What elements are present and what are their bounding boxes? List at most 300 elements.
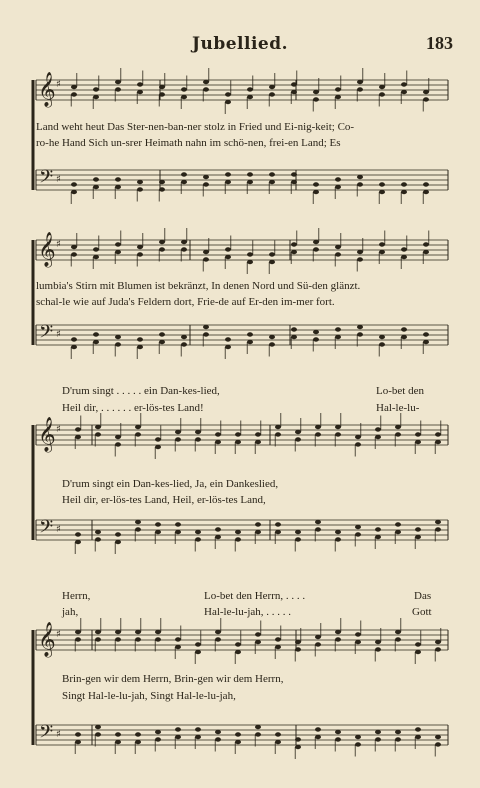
note-head — [181, 247, 187, 251]
note-head — [247, 260, 253, 264]
key-signature-sharp: ♯ — [56, 729, 61, 740]
note-head — [215, 432, 221, 436]
treble-clef: 𝄞 — [38, 622, 56, 657]
note-head — [175, 430, 181, 434]
note-head — [225, 100, 231, 104]
note-head — [357, 175, 363, 179]
note-head — [71, 337, 77, 341]
note-head — [71, 245, 77, 249]
note-head — [335, 185, 341, 189]
note-head — [435, 735, 441, 739]
note-head — [247, 340, 253, 344]
note-head — [255, 432, 261, 436]
note-head — [435, 527, 441, 531]
note-head — [355, 742, 361, 746]
note-head — [335, 530, 341, 534]
note-head — [379, 242, 385, 246]
note-head — [315, 642, 321, 646]
note-head — [175, 735, 181, 739]
lyric-line: Singt Hal-le-lu-jah, Singt Hal-le-lu-jah, — [62, 690, 236, 702]
note-head — [215, 535, 221, 539]
note-head — [313, 90, 319, 94]
note-head — [181, 180, 187, 184]
note-head — [335, 335, 341, 339]
note-head — [135, 425, 141, 429]
note-head — [291, 250, 297, 254]
note-head — [415, 735, 421, 739]
lyric-line: Hal-le-lu-jah, . . . . . — [204, 606, 292, 618]
note-head — [155, 630, 161, 634]
note-head — [295, 745, 301, 749]
note-head — [225, 172, 231, 176]
note-head — [93, 95, 99, 99]
note-head — [275, 530, 281, 534]
note-head — [401, 335, 407, 339]
note-head — [335, 87, 341, 91]
note-head — [355, 442, 361, 446]
note-head — [203, 87, 209, 91]
note-head — [95, 637, 101, 641]
note-head — [275, 740, 281, 744]
note-head — [93, 255, 99, 259]
note-head — [235, 440, 241, 444]
note-head — [269, 92, 275, 96]
note-head — [291, 327, 297, 331]
note-head — [235, 740, 241, 744]
note-head — [435, 647, 441, 651]
note-head — [93, 185, 99, 189]
note-head — [135, 740, 141, 744]
note-head — [423, 332, 429, 336]
lyric-line: Heil dir, er-lös-tes Land, Heil, er-lös-tes Land, — [62, 494, 266, 506]
note-head — [295, 530, 301, 534]
note-head — [295, 640, 301, 644]
note-head — [395, 630, 401, 634]
note-head — [315, 635, 321, 639]
note-head — [195, 537, 201, 541]
note-head — [235, 537, 241, 541]
note-head — [75, 427, 81, 431]
note-head — [313, 337, 319, 341]
note-head — [423, 190, 429, 194]
note-head — [75, 435, 81, 439]
note-head — [335, 637, 341, 641]
note-head — [335, 245, 341, 249]
note-head — [269, 252, 275, 256]
note-head — [115, 185, 121, 189]
note-head — [215, 527, 221, 531]
note-head — [275, 432, 281, 436]
note-head — [115, 335, 121, 339]
note-head — [269, 180, 275, 184]
note-head — [379, 250, 385, 254]
note-head — [235, 530, 241, 534]
note-head — [115, 80, 121, 84]
lyric-line: Herrn, — [62, 590, 91, 602]
note-head — [181, 95, 187, 99]
note-head — [401, 182, 407, 186]
lyric-line: D'rum singt ein Dan-kes-lied, Ja, ein Dankeslied, — [62, 478, 279, 490]
note-head — [295, 437, 301, 441]
note-head — [415, 727, 421, 731]
note-head — [235, 732, 241, 736]
note-head — [95, 537, 101, 541]
bass-clef: 𝄢 — [39, 167, 54, 192]
note-head — [247, 172, 253, 176]
note-head — [247, 180, 253, 184]
note-head — [195, 437, 201, 441]
note-head — [401, 327, 407, 331]
note-head — [175, 522, 181, 526]
note-head — [379, 85, 385, 89]
note-head — [159, 92, 165, 96]
note-head — [137, 245, 143, 249]
note-head — [255, 522, 261, 526]
note-head — [275, 645, 281, 649]
note-head — [93, 177, 99, 181]
note-head — [155, 445, 161, 449]
note-head — [255, 725, 261, 729]
note-head — [135, 630, 141, 634]
note-head — [225, 92, 231, 96]
note-head — [315, 520, 321, 524]
lyric-line: Hal-le-lu- — [376, 402, 420, 414]
note-head — [255, 440, 261, 444]
note-head — [315, 527, 321, 531]
note-head — [401, 247, 407, 251]
note-head — [401, 255, 407, 259]
note-head — [115, 442, 121, 446]
note-head — [255, 732, 261, 736]
note-head — [335, 252, 341, 256]
note-head — [159, 240, 165, 244]
note-head — [291, 242, 297, 246]
note-head — [135, 432, 141, 436]
key-signature-sharp: ♯ — [56, 329, 61, 340]
note-head — [357, 257, 363, 261]
note-head — [95, 432, 101, 436]
note-head — [335, 630, 341, 634]
note-head — [269, 172, 275, 176]
note-head — [159, 180, 165, 184]
note-head — [357, 325, 363, 329]
note-head — [159, 85, 165, 89]
note-head — [275, 732, 281, 736]
note-head — [295, 647, 301, 651]
note-head — [423, 182, 429, 186]
note-head — [71, 92, 77, 96]
lyric-line: Lo-bet den — [376, 385, 424, 397]
note-head — [135, 527, 141, 531]
key-signature-sharp: ♯ — [56, 524, 61, 535]
note-head — [315, 432, 321, 436]
lyric-line: D'rum singt . . . . . ein Dan-kes-lied, — [62, 385, 220, 397]
note-head — [181, 342, 187, 346]
bass-clef: 𝄢 — [39, 517, 54, 542]
note-head — [215, 440, 221, 444]
note-head — [313, 182, 319, 186]
note-head — [175, 637, 181, 641]
note-head — [159, 247, 165, 251]
note-head — [375, 427, 381, 431]
note-head — [395, 530, 401, 534]
note-head — [275, 425, 281, 429]
note-head — [159, 340, 165, 344]
note-head — [355, 640, 361, 644]
note-head — [291, 172, 297, 176]
treble-clef: 𝄞 — [38, 417, 56, 452]
note-head — [235, 642, 241, 646]
note-head — [181, 335, 187, 339]
note-head — [155, 522, 161, 526]
note-head — [395, 432, 401, 436]
note-head — [375, 640, 381, 644]
note-head — [175, 645, 181, 649]
note-head — [355, 735, 361, 739]
note-head — [71, 252, 77, 256]
note-head — [115, 740, 121, 744]
note-head — [275, 522, 281, 526]
note-head — [75, 540, 81, 544]
note-head — [75, 740, 81, 744]
note-head — [255, 632, 261, 636]
note-head — [357, 250, 363, 254]
note-head — [435, 432, 441, 436]
note-head — [315, 727, 321, 731]
note-head — [357, 332, 363, 336]
note-head — [203, 182, 209, 186]
note-head — [395, 730, 401, 734]
note-head — [115, 435, 121, 439]
note-head — [313, 240, 319, 244]
note-head — [423, 97, 429, 101]
note-head — [313, 330, 319, 334]
note-head — [395, 425, 401, 429]
note-head — [225, 247, 231, 251]
note-head — [269, 260, 275, 264]
note-head — [95, 725, 101, 729]
note-head — [423, 250, 429, 254]
note-head — [225, 255, 231, 259]
note-head — [423, 242, 429, 246]
note-head — [95, 530, 101, 534]
note-head — [115, 732, 121, 736]
note-head — [195, 430, 201, 434]
note-head — [291, 82, 297, 86]
lyric-line: Das — [414, 590, 432, 602]
note-head — [181, 87, 187, 91]
note-head — [269, 342, 275, 346]
note-head — [295, 430, 301, 434]
bass-clef: 𝄢 — [39, 322, 54, 347]
note-head — [137, 252, 143, 256]
note-head — [93, 340, 99, 344]
note-head — [247, 87, 253, 91]
bass-clef: 𝄢 — [39, 722, 54, 747]
note-head — [291, 180, 297, 184]
key-signature-sharp: ♯ — [56, 424, 61, 435]
key-signature-sharp: ♯ — [56, 629, 61, 640]
note-head — [71, 190, 77, 194]
note-head — [357, 80, 363, 84]
note-head — [137, 187, 143, 191]
note-head — [313, 190, 319, 194]
note-head — [395, 522, 401, 526]
note-head — [375, 535, 381, 539]
note-head — [181, 240, 187, 244]
note-head — [235, 650, 241, 654]
treble-clef: 𝄞 — [38, 72, 56, 107]
note-head — [355, 435, 361, 439]
note-head — [415, 642, 421, 646]
lyric-line: Lo-bet den Herrn, . . . . — [204, 590, 306, 602]
note-head — [335, 432, 341, 436]
note-head — [415, 650, 421, 654]
note-head — [335, 95, 341, 99]
note-head — [295, 737, 301, 741]
lyric-line: Brin-gen wir dem Herrn, Brin-gen wir dem Herrn, — [62, 673, 284, 685]
note-head — [155, 530, 161, 534]
note-head — [215, 730, 221, 734]
note-head — [225, 345, 231, 349]
note-head — [379, 92, 385, 96]
note-head — [137, 82, 143, 86]
note-head — [375, 647, 381, 651]
note-head — [379, 342, 385, 346]
note-head — [291, 335, 297, 339]
note-head — [155, 437, 161, 441]
key-signature-sharp: ♯ — [56, 239, 61, 250]
note-head — [135, 520, 141, 524]
note-head — [315, 425, 321, 429]
lyric-line: Gott — [412, 606, 432, 618]
note-head — [95, 630, 101, 634]
note-head — [93, 247, 99, 251]
note-head — [415, 432, 421, 436]
note-head — [115, 637, 121, 641]
note-head — [155, 637, 161, 641]
note-head — [75, 732, 81, 736]
note-head — [435, 520, 441, 524]
note-head — [335, 327, 341, 331]
note-head — [137, 337, 143, 341]
note-head — [415, 440, 421, 444]
note-head — [375, 737, 381, 741]
note-head — [195, 735, 201, 739]
note-head — [215, 737, 221, 741]
note-head — [255, 640, 261, 644]
note-head — [215, 630, 221, 634]
note-head — [435, 742, 441, 746]
note-head — [225, 337, 231, 341]
note-head — [159, 332, 165, 336]
note-head — [115, 242, 121, 246]
note-head — [401, 82, 407, 86]
note-head — [115, 87, 121, 91]
key-signature-sharp: ♯ — [56, 174, 61, 185]
lyric-line: Land weht heut Das Ster-nen-ban-ner stolz in Fried und Ei-nig-keit; Co- — [36, 121, 355, 133]
treble-clef: 𝄞 — [38, 232, 56, 267]
note-head — [195, 727, 201, 731]
note-head — [355, 632, 361, 636]
note-head — [215, 637, 221, 641]
note-head — [269, 85, 275, 89]
note-head — [137, 345, 143, 349]
note-head — [355, 525, 361, 529]
note-head — [115, 630, 121, 634]
note-head — [235, 432, 241, 436]
note-head — [195, 642, 201, 646]
note-head — [175, 530, 181, 534]
note-head — [71, 182, 77, 186]
note-head — [203, 257, 209, 261]
note-head — [137, 90, 143, 94]
note-head — [423, 90, 429, 94]
note-head — [295, 537, 301, 541]
note-head — [379, 335, 385, 339]
note-head — [269, 335, 275, 339]
lyric-line: schal-le wie auf Juda's Feldern dort, Frie-de auf Er-den im-mer fort. — [36, 296, 335, 308]
note-head — [203, 325, 209, 329]
note-head — [415, 527, 421, 531]
note-head — [379, 182, 385, 186]
note-head — [335, 730, 341, 734]
note-head — [93, 332, 99, 336]
note-head — [379, 190, 385, 194]
note-head — [313, 97, 319, 101]
note-head — [203, 80, 209, 84]
note-head — [155, 737, 161, 741]
note-head — [313, 247, 319, 251]
note-head — [71, 85, 77, 89]
note-head — [195, 530, 201, 534]
note-head — [315, 735, 321, 739]
note-head — [159, 187, 165, 191]
note-head — [335, 537, 341, 541]
key-signature-sharp: ♯ — [56, 79, 61, 90]
note-head — [395, 637, 401, 641]
page-title: Jubellied. — [191, 34, 289, 54]
note-head — [355, 532, 361, 536]
note-head — [275, 637, 281, 641]
note-head — [175, 727, 181, 731]
note-head — [335, 177, 341, 181]
lyric-line: ro-he Hand Sich un-srer Heimath nahn im schö-nen, frei-en Land; Es — [36, 137, 341, 149]
note-head — [255, 530, 261, 534]
note-head — [415, 535, 421, 539]
page-number: 183 — [426, 33, 453, 53]
note-head — [335, 425, 341, 429]
lyric-line: jah, — [62, 606, 79, 618]
note-head — [401, 90, 407, 94]
note-head — [195, 650, 201, 654]
note-head — [115, 532, 121, 536]
note-head — [135, 637, 141, 641]
note-head — [135, 732, 141, 736]
note-head — [75, 637, 81, 641]
lyric-line: Heil dir, . . . . . . er-lös-tes Land! — [62, 402, 204, 414]
note-head — [75, 532, 81, 536]
note-head — [137, 180, 143, 184]
note-head — [435, 440, 441, 444]
note-head — [375, 435, 381, 439]
note-head — [423, 340, 429, 344]
note-head — [115, 177, 121, 181]
note-head — [335, 737, 341, 741]
note-head — [203, 250, 209, 254]
note-head — [395, 737, 401, 741]
note-head — [291, 90, 297, 94]
